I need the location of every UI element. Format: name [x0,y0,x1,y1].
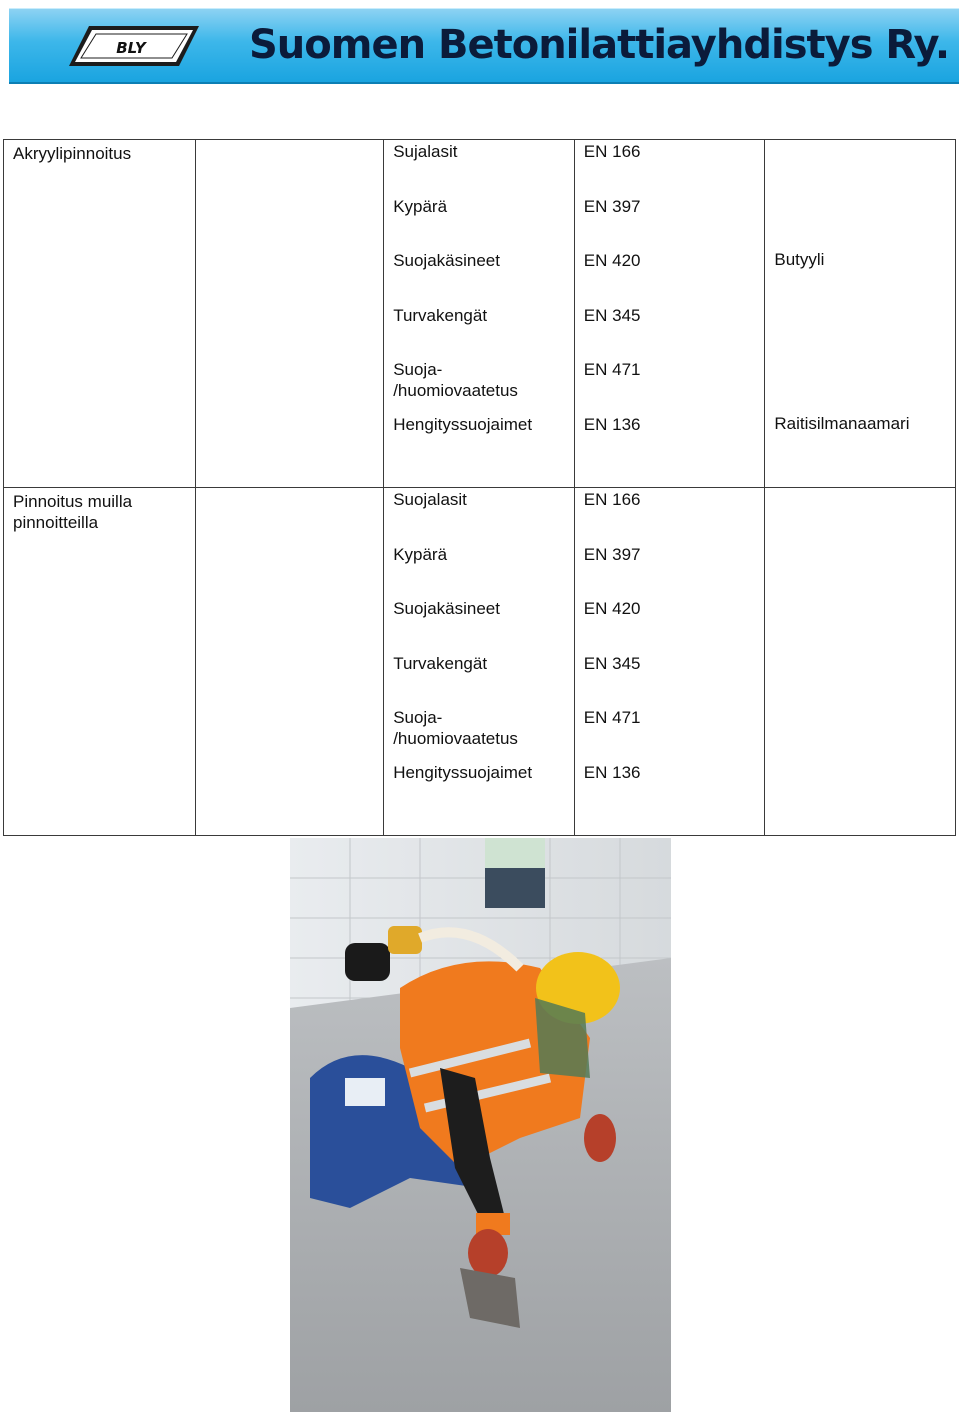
equipment-item: Hengityssuojaimet [393,414,533,434]
coating-type: Pinnoitus muilla pinnoitteilla [13,492,133,532]
standard-item: EN 345 [583,653,641,673]
equipment-item: Kypärä [393,544,448,564]
coating-type: Akryylipinnoitus [13,144,132,163]
equipment-item: Hengityssuojaimet [393,762,533,782]
logo-text: BLY [116,39,146,57]
standard-item: EN 345 [583,305,641,325]
standards-list [575,140,765,468]
standard-item: EN 471 [583,360,641,380]
table-row [4,488,956,836]
standards-list [575,488,765,816]
bly-logo [59,22,204,70]
worker-photo [290,838,671,1412]
respirator-filter [388,926,422,954]
empty-cell [195,488,384,836]
material-item: Raitisilmanaamari [774,414,910,433]
materials-cell [765,140,956,488]
standard-item: EN 471 [583,708,641,728]
worker-glove [468,1229,508,1277]
worker-glove-right [584,1114,616,1162]
table-row [4,140,956,488]
equipment-item: Turvakengät [393,305,488,325]
standard-item: EN 166 [583,142,641,161]
empty-cell [195,140,384,488]
standard-item: EN 420 [583,251,641,271]
equipment-list [384,488,574,816]
standard-item: EN 397 [583,544,641,564]
standard-item: EN 166 [583,490,641,509]
equipment-item: Turvakengät [393,653,488,673]
ppe-table [3,139,956,836]
header-banner [9,8,959,84]
equipment-item: Sujalasit [393,142,458,161]
equipment-item: Suoja- /huomiovaatetus [393,360,518,401]
standard-item: EN 397 [583,196,641,216]
equipment-item: Suojakäsineet [393,251,500,271]
organization-title: Suomen Betonilattiayhdistys Ry. [249,22,950,68]
equipment-item: Suojalasit [393,490,467,509]
standard-item: EN 136 [583,414,641,434]
equipment-item: Suoja- /huomiovaatetus [393,708,518,749]
equipment-item: Kypärä [393,196,448,216]
equipment-list [384,140,574,468]
material-item: Butyyli [774,250,825,269]
materials-cell [765,488,956,836]
worker-badge [345,1078,385,1106]
equipment-item: Suojakäsineet [393,599,500,619]
standard-item: EN 420 [583,599,641,619]
respirator-unit [345,943,390,981]
standard-item: EN 136 [583,762,641,782]
door-shadow [485,868,545,908]
